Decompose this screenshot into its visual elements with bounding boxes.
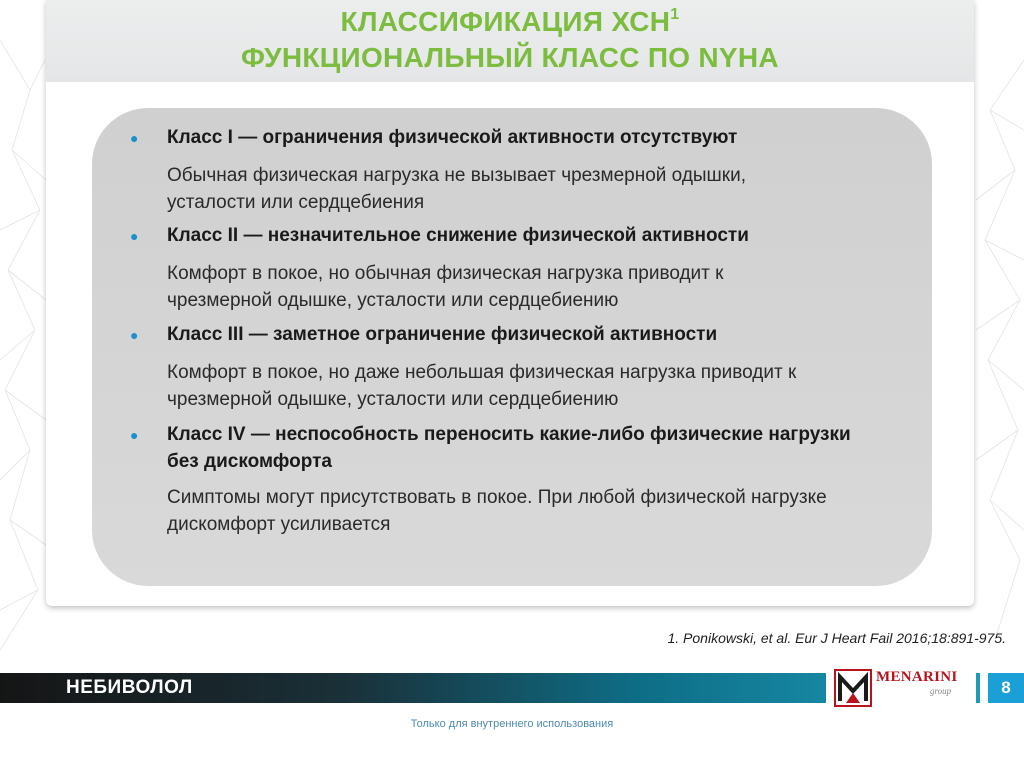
menarini-group-label: group: [930, 686, 952, 696]
menarini-wordmark: MENARINI: [876, 669, 958, 685]
class-description-line2: чрезмерной одышке, усталости или сердцебиению: [167, 389, 619, 410]
class-description-line2: чрезмерной одышке, усталости или сердцебиению: [167, 290, 619, 311]
title-band: [46, 0, 974, 82]
product-name-label: НЕБИВОЛОЛ: [66, 677, 193, 698]
class-description-line2: дискомфорт усиливается: [167, 514, 391, 535]
menarini-logo: [826, 667, 976, 709]
class-title: Класс III — заметное ограничение физической активности: [167, 324, 718, 345]
bullet-icon: ●: [130, 130, 139, 146]
classification-panel: [92, 108, 932, 586]
menarini-logo-icon: [834, 669, 872, 707]
class-title-line1: Класс IV — неспособность переносить какие-либо физические нагрузки: [167, 424, 851, 445]
bullet-icon: ●: [130, 427, 139, 443]
slide-card: [46, 0, 974, 606]
class-description-line1: Комфорт в покое, но обычная физическая нагрузка приводит к: [167, 263, 724, 284]
page-number-badge: 8: [988, 673, 1024, 703]
class-title: Класс I — ограничения физической активности отсутствуют: [167, 127, 738, 148]
bullet-icon: ●: [130, 327, 139, 343]
slide-title-line1: КЛАССИФИКАЦИЯ ХСН$^1$: [340, 6, 680, 37]
class-title-line2: без дискомфорта: [167, 451, 332, 472]
bullet-icon: ●: [130, 228, 139, 244]
class-description-line1: Комфорт в покое, но даже небольшая физическая нагрузка приводит к: [167, 362, 797, 383]
class-description-line1: Симптомы могут присутствовать в покое. При любой физической нагрузке: [167, 487, 827, 508]
internal-use-note: Только для внутреннего использования: [410, 718, 614, 730]
slide-title-line2: ФУНКЦИОНАЛЬНЫЙ КЛАСС ПО NYHA: [241, 42, 779, 73]
reference-citation: 1. Ponikowski, et al. Eur J Heart Fail 2016;18:891-975.: [667, 630, 1006, 646]
title-footnote-marker: 1: [670, 6, 680, 23]
class-title: Класс II — незначительное снижение физической активности: [167, 225, 749, 246]
class-description-line2: усталости или сердцебиения: [167, 192, 425, 213]
class-description-line1: Обычная физическая нагрузка не вызывает чрезмерной одышки,: [167, 165, 747, 186]
